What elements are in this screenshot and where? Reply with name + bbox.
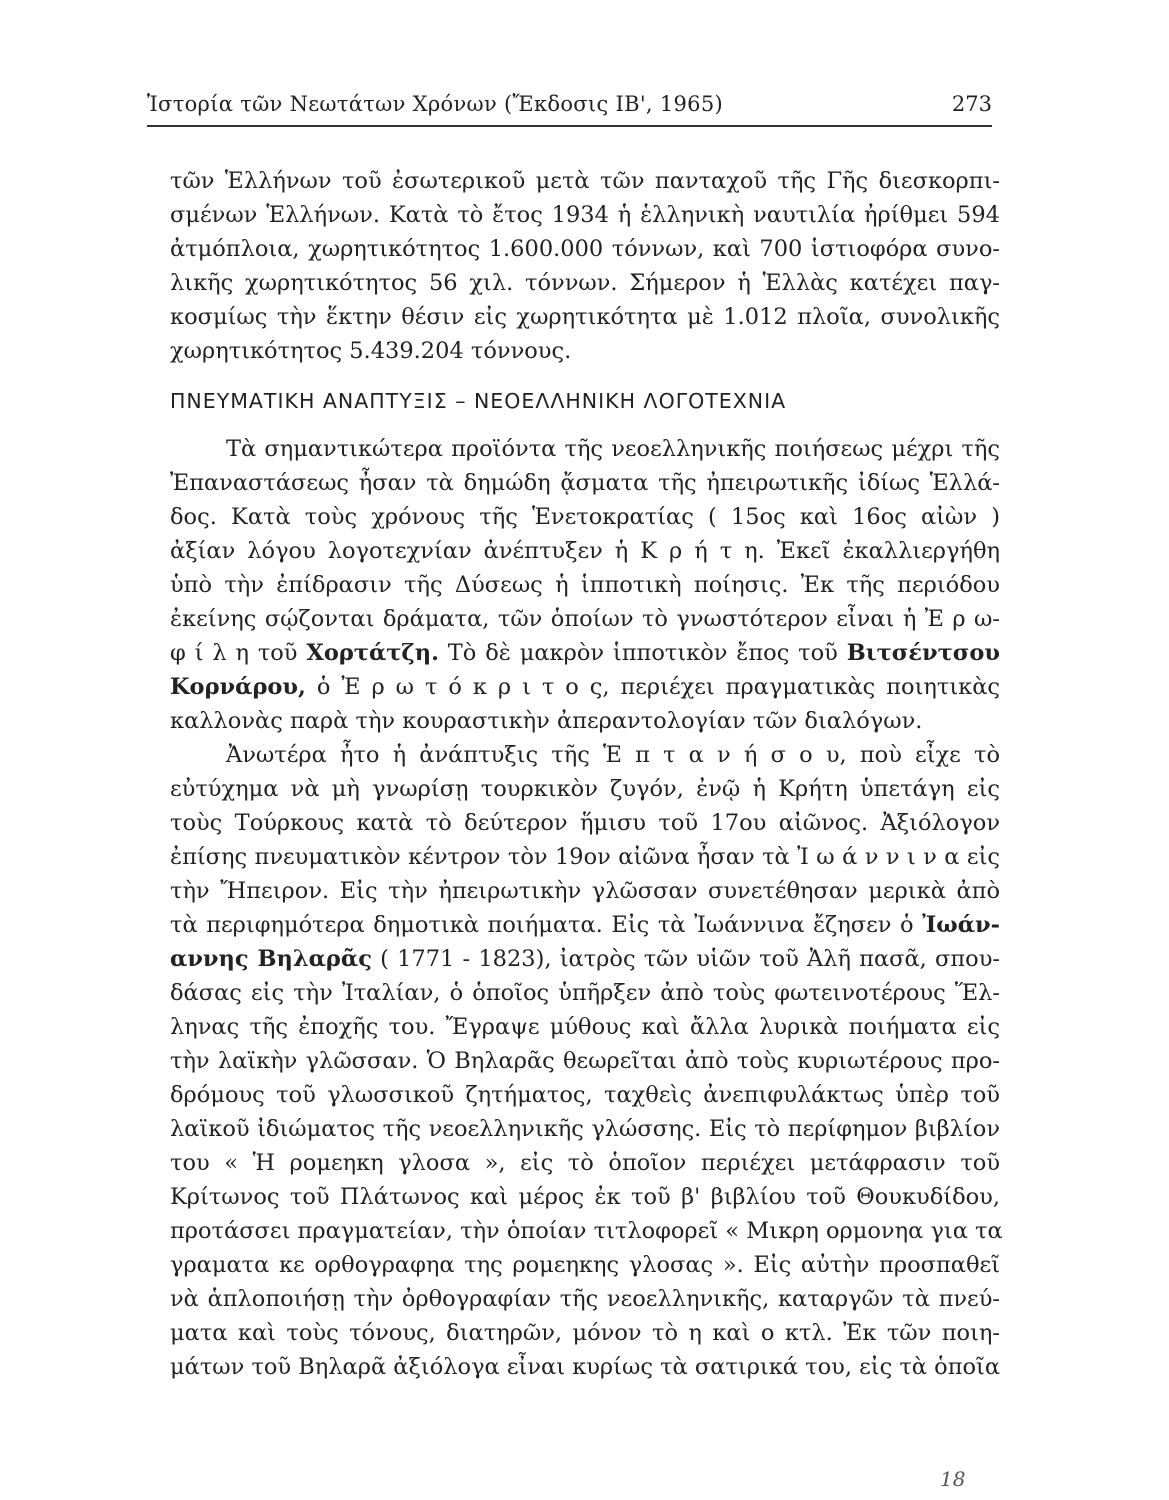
text-line: Κρίτωνος τοῦ Πλάτωνος καὶ μέρος ἐκ τοῦ β' βιβλίου τοῦ Θουκυδίδου, [170, 1184, 1000, 1210]
text-run: ὁ Ἐ ρ ω τ ό κ ρ ι τ ο ς, περιέχει πραγματικὰς ποιητικὰς [305, 674, 1000, 700]
page-number: 273 [951, 92, 992, 116]
text-line: Ἀνωτέρα ἦτο ἡ ἀνάπτυξις τῆς Ἑ π τ α ν ή σ ο υ, ποὺ εἶχε τὸ [226, 742, 1000, 768]
author-name: Βιτσέντσου [846, 640, 1001, 666]
text-line [170, 670, 1000, 704]
header-title: Ἱστορία τῶν Νεωτάτων Χρόνων (Ἔκδοσις ΙΒ', 1965) [147, 92, 723, 116]
text-line [170, 636, 1000, 670]
text-line [170, 908, 1000, 942]
text-line: τὴν Ἤπειρον. Εἰς τὴν ἠπειρωτικὴν γλῶσσαν συνετέθησαν μερικὰ ἀπὸ [170, 878, 1000, 904]
author-name: Χορτάτζη. [306, 640, 439, 666]
text-line: δρόμους τοῦ γλωσσικοῦ ζητήματος, ταχθεὶς ἀνεπιφυλάκτως ὑπὲρ τοῦ [170, 1082, 1000, 1108]
text-line: εὐτύχημα νὰ μὴ γνωρίσῃ τουρκικὸν ζυγόν, ἐνῷ ἡ Κρήτη ὑπετάγη εἰς [170, 776, 1000, 802]
author-name: Κορνάρου, [170, 674, 306, 700]
signature-mark: 18 [940, 1467, 966, 1491]
text-line: καλλονὰς παρὰ τὴν κουραστικὴν ἀπεραντολογίαν τῶν διαλόγων. [170, 708, 923, 734]
text-line: ἐπίσης πνευματικὸν κέντρον τὸν 19ον αἰῶνα ἦσαν τὰ Ἰ ω ά ν ν ι ν α εἰς [170, 844, 1000, 870]
text-line: ληνας τῆς ἐποχῆς του. Ἔγραψε μύθους καὶ ἄλλα λυρικὰ ποιήματα εἰς [170, 1014, 1000, 1040]
text-line: κοσμίως τὴν ἕκτην θέσιν εἰς χωρητικότητα μὲ 1.012 πλοῖα, συνολικῆς [170, 304, 1000, 330]
text-line: χωρητικότητος 5.439.204 τόννους. [170, 338, 572, 364]
author-name: Ἰωάν- [922, 912, 1000, 938]
text-line: Ἐπαναστάσεως ἦσαν τὰ δημώδη ᾄσματα τῆς ἠπειρωτικῆς ἰδίως Ἑλλά- [170, 470, 1000, 496]
text-run: ( 1771 - 1823), ἰατρὸς τῶν υἱῶν τοῦ Ἀλῆ πασᾶ, σπου- [371, 946, 1000, 972]
header-rule [147, 125, 992, 127]
section-heading: ΠΝΕΥΜΑΤΙΚΗ ΑΝΑΠΤΥΞΙΣ – ΝΕΟΕΛΛΗΝΙΚΗ ΛΟΓΟΤΕΧΝΙΑ [170, 389, 787, 413]
text-line: νὰ ἁπλοποιήσῃ τὴν ὀρθογραφίαν τῆς νεοελληνικῆς, καταργῶν τὰ πνεύ- [170, 1286, 1000, 1312]
text-line: ἀξίαν λόγου λογοτεχνίαν ἀνέπτυξεν ἡ Κ ρ ή τ η. Ἐκεῖ ἐκαλλιεργήθη [170, 538, 1000, 564]
text-line [170, 942, 1000, 976]
text-line: τῶν Ἑλλήνων τοῦ ἐσωτερικοῦ μετὰ τῶν πανταχοῦ τῆς Γῆς διεσκορπι- [170, 168, 1000, 194]
author-name: αννης Βηλαρᾶς [170, 946, 372, 972]
text-line: ἐκείνης σῴζονται δράματα, τῶν ὁποίων τὸ γνωστότερον εἶναι ἡ Ἐ ρ ω- [170, 606, 1000, 632]
running-header [147, 88, 992, 124]
text-line: ὑπὸ τὴν ἐπίδρασιν τῆς Δύσεως ἡ ἱπποτικὴ ποίησις. Ἐκ τῆς περιόδου [170, 572, 1000, 598]
text-line: τοὺς Τούρκους κατὰ τὸ δεύτερον ἥμισυ τοῦ 17ου αἰῶνος. Ἀξιόλογον [170, 810, 1000, 836]
text-line: λαϊκοῦ ἰδιώματος τῆς νεοελληνικῆς γλώσσης. Εἰς τὸ περίφημον βιβλίον [170, 1116, 1000, 1142]
text-run: φ ί λ η τοῦ [170, 640, 307, 666]
text-line: δάσας εἰς τὴν Ἰταλίαν, ὁ ὁποῖος ὑπῆρξεν ἀπὸ τοὺς φωτεινοτέρους Ἕλ- [170, 980, 1000, 1006]
text-line: ἀτμόπλοια, χωρητικότητος 1.600.000 τόννων, καὶ 700 ἱστιοφόρα συνο- [170, 236, 1000, 262]
text-line: προτάσσει πραγματείαν, τὴν ὁποίαν τιτλοφορεῖ « Μικρη ορμονηα για τα [170, 1218, 1003, 1244]
text-run: Τὸ δὲ μακρὸν ἱπποτικὸν ἔπος τοῦ [438, 640, 847, 666]
text-run: τὰ περιφημότερα δημοτικὰ ποιήματα. Εἰς τὰ Ἰωάννινα ἔζησεν ὁ [170, 912, 923, 938]
text-line: δος. Κατὰ τοὺς χρόνους τῆς Ἑνετοκρατίας ( 15ος καὶ 16ος αἰὼν ) [170, 504, 1000, 530]
text-line: Τὰ σημαντικώτερα προϊόντα τῆς νεοελληνικῆς ποιήσεως μέχρι τῆς [226, 436, 1000, 462]
text-line: τὴν λαϊκὴν γλῶσσαν. Ὁ Βηλαρᾶς θεωρεῖται ἀπὸ τοὺς κυριωτέρους προ- [170, 1048, 1000, 1074]
text-line: γραματα κε ορθογραφηα της ρομεηκης γλοσας ». Εἰς αὐτὴν προσπαθεῖ [170, 1252, 1000, 1278]
text-line: μάτων τοῦ Βηλαρᾶ ἀξιόλογα εἶναι κυρίως τὰ σατιρικά του, εἰς τὰ ὁποῖα [170, 1354, 1001, 1380]
text-line: ματα καὶ τοὺς τόνους, διατηρῶν, μόνον τὸ η καὶ ο κτλ. Ἐκ τῶν ποιη- [170, 1320, 1000, 1346]
text-line: σμένων Ἑλλήνων. Κατὰ τὸ ἔτος 1934 ἡ ἑλληνικὴ ναυτιλία ἠρίθμει 594 [170, 202, 1000, 228]
text-line: του « Ἡ ρομεηκη γλοσα », εἰς τὸ ὁποῖον περιέχει μετάφρασιν τοῦ [170, 1150, 1000, 1176]
text-line: λικῆς χωρητικότητος 56 χιλ. τόννων. Σήμερον ἡ Ἑλλὰς κατέχει παγ- [170, 270, 1000, 296]
